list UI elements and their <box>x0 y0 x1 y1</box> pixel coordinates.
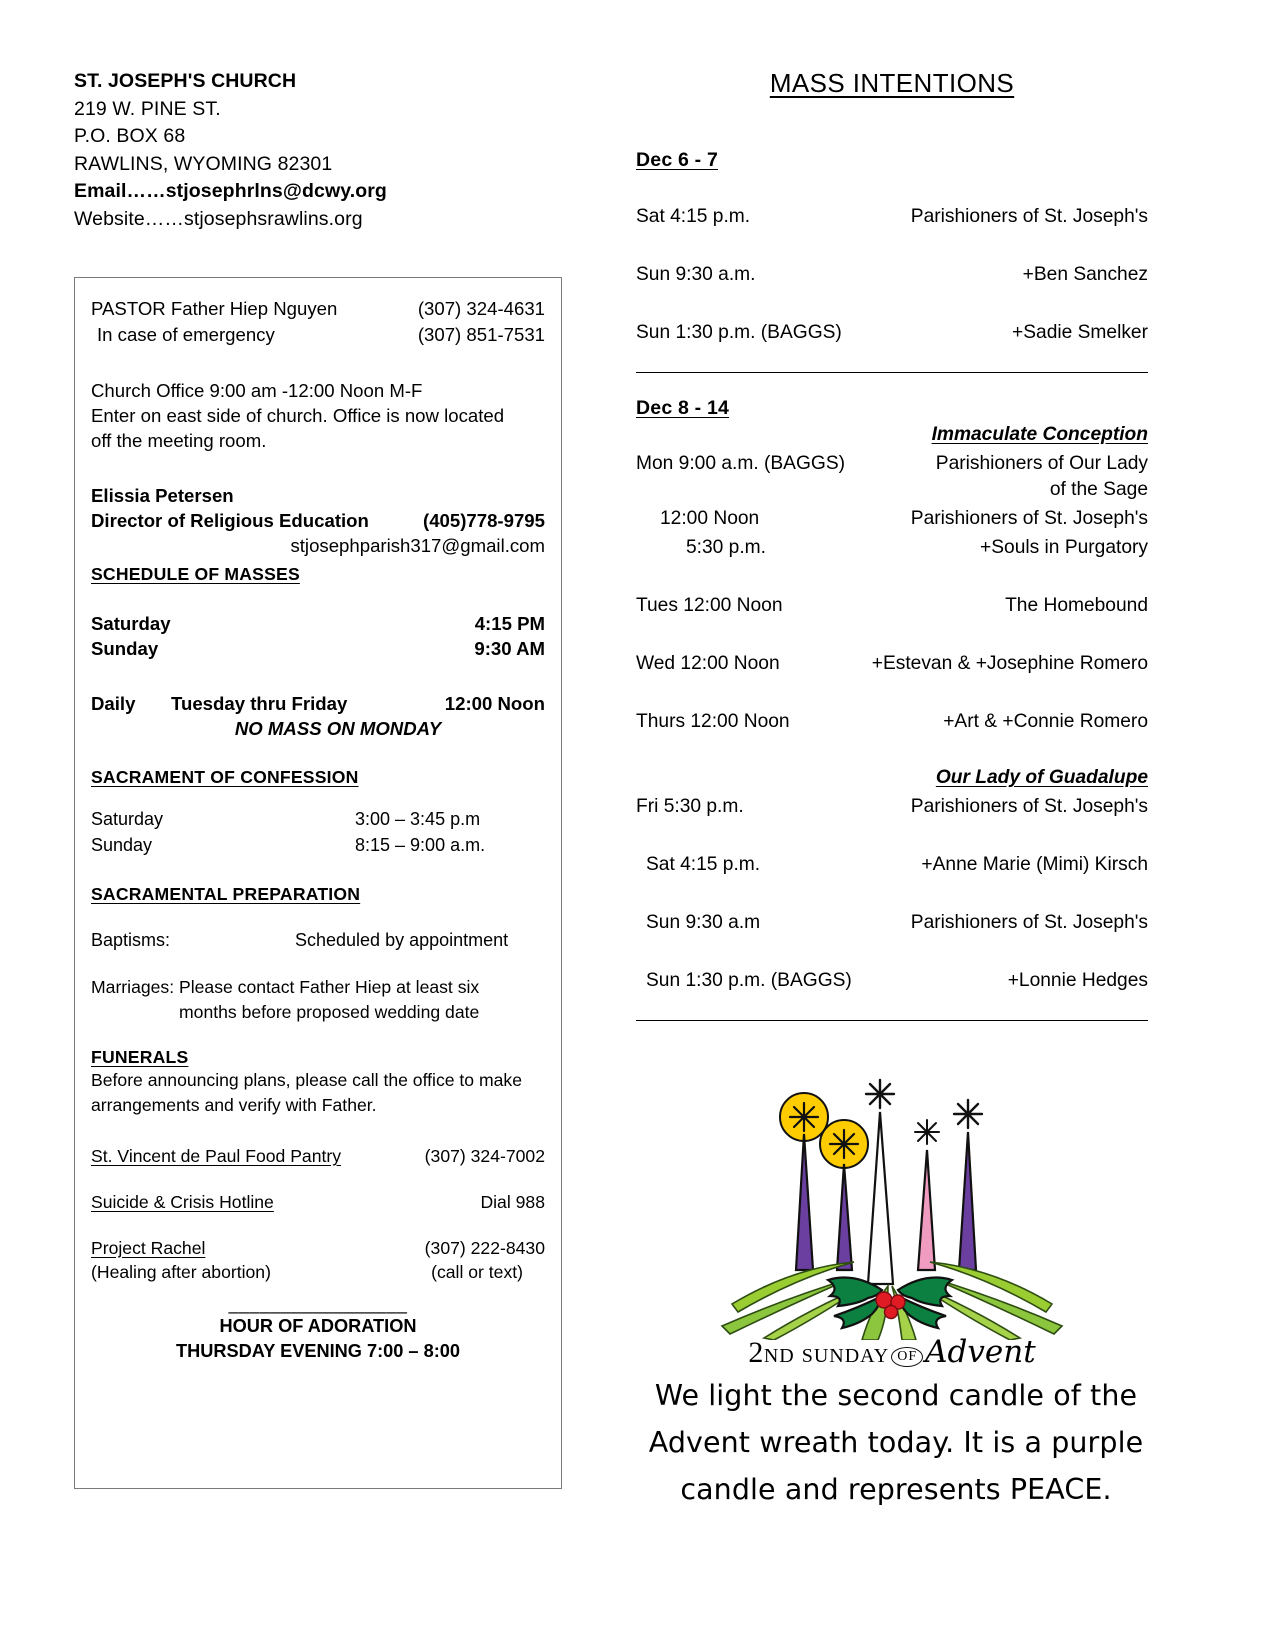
advent-label-advent: Advent <box>925 1334 1036 1370</box>
mass-intention: Parishioners of St. Joseph's <box>910 912 1148 933</box>
advent-sunday-label <box>636 1334 1148 1370</box>
mass-intention-row <box>636 794 1148 820</box>
advent-label-ordinal: ND <box>763 1345 795 1367</box>
mass-intention-row <box>636 910 1148 936</box>
pastor-row <box>91 296 545 322</box>
mass-intention-row <box>636 451 1148 477</box>
mass-intention-row <box>636 593 1148 619</box>
mass-time: Sun 1:30 p.m. (BAGGS) <box>646 970 852 991</box>
daily-mass-row <box>91 691 545 716</box>
sacramental-preparation-heading: SACRAMENTAL PREPARATION <box>91 884 361 904</box>
resource-row-food-pantry <box>91 1144 545 1168</box>
mass-time: Wed 12:00 Noon <box>636 653 780 674</box>
project-rachel-contact-note: (call or text) <box>431 1262 523 1282</box>
candle-purple-1 <box>796 1134 813 1270</box>
funerals-line-1: Before announcing plans, please call the office to make <box>91 1070 523 1090</box>
evergreen-fronds-right <box>920 1262 1062 1340</box>
pastor-phone: (307) 324-4631 <box>417 298 545 319</box>
baptisms-label: Baptisms: <box>91 930 171 950</box>
mass-intention-row <box>636 535 1148 561</box>
mass-intention-row <box>636 506 1148 532</box>
mass-intention: Parishioners of St. Joseph's <box>910 508 1148 529</box>
dre-name: Elissia Petersen <box>91 485 234 506</box>
candle-white-center <box>868 1112 893 1284</box>
confession-row <box>91 832 545 858</box>
mass-intention: +Souls in Purgatory <box>980 537 1148 558</box>
mass-intention-row <box>636 852 1148 878</box>
marriages-line-1: Marriages: Please contact Father Hiep at least six <box>91 977 480 997</box>
advent-wreath-graphic <box>636 1072 1148 1372</box>
mass-intention: +Art & +Connie Romero <box>943 711 1148 732</box>
date-range-heading-1: Dec 6 - 7 <box>636 149 719 171</box>
advent-label-sunday: SUNDAY <box>801 1345 890 1367</box>
star-sparkle-icon <box>954 1100 982 1128</box>
mass-schedule-time: 4:15 PM <box>474 613 545 634</box>
parish-header-block <box>74 68 564 233</box>
office-hours: Church Office 9:00 am -12:00 Noon M-F <box>91 380 423 401</box>
resource-row-project-rachel <box>91 1236 545 1260</box>
mass-time: Sat 4:15 p.m. <box>636 206 751 227</box>
mass-schedule-row <box>91 611 545 636</box>
mass-time: Thurs 12:00 Noon <box>636 711 790 732</box>
resource-row-crisis-hotline <box>91 1190 545 1214</box>
mass-schedule-time: 9:30 AM <box>474 638 545 659</box>
pastor-label: PASTOR Father Hiep Nguyen <box>91 298 338 319</box>
mass-schedule-day: Saturday <box>91 613 171 634</box>
advent-caption-line-2: Advent wreath today. It is a purple <box>648 1426 1144 1459</box>
star-sparkle-icon <box>915 1120 939 1144</box>
mass-intention: Parishioners of St. Joseph's <box>910 206 1148 227</box>
lit-flame-icon <box>780 1093 828 1141</box>
hour-of-adoration-line-1: HOUR OF ADORATION <box>219 1316 417 1336</box>
feast-our-lady-of-guadalupe: Our Lady of Guadalupe <box>935 767 1148 788</box>
candle-purple-4 <box>959 1132 976 1270</box>
mass-intentions-title: MASS INTENTIONS <box>769 68 1015 98</box>
funerals-heading: FUNERALS <box>91 1047 189 1067</box>
mass-intention: The Homebound <box>1005 595 1148 616</box>
project-rachel-subtitle: (Healing after abortion) <box>91 1262 271 1282</box>
mass-time: Mon 9:00 a.m. (BAGGS) <box>636 453 846 474</box>
confession-row <box>91 806 545 832</box>
mass-schedule-day: Sunday <box>91 638 159 659</box>
mass-time: 5:30 p.m. <box>686 537 766 558</box>
advent-caption-line-3: candle and represents PEACE. <box>680 1473 1112 1506</box>
confession-time: 8:15 – 9:00 a.m. <box>355 835 486 855</box>
advent-label-of: OF <box>891 1347 923 1367</box>
daily-label: Daily <box>91 693 136 714</box>
star-sparkle-icon <box>866 1080 894 1108</box>
mass-intention-row <box>636 262 1148 288</box>
mass-intention: +Lonnie Hedges <box>1007 970 1148 991</box>
confession-time: 3:00 – 3:45 p.m <box>355 809 481 829</box>
project-rachel-subtitle-row <box>91 1260 545 1284</box>
mass-intention-row <box>636 320 1148 346</box>
parish-name: ST. JOSEPH'S CHURCH <box>74 70 297 92</box>
mass-intention: Parishioners of Our Lady <box>935 453 1148 474</box>
candle-pink <box>918 1150 935 1270</box>
parish-address-line-3: RAWLINS, WYOMING 82301 <box>74 152 333 175</box>
mass-time: Sun 9:30 a.m. <box>636 264 756 285</box>
mass-intention-continuation: of the Sage <box>1049 479 1148 500</box>
mass-intention: +Ben Sanchez <box>1022 264 1148 285</box>
parish-address-line-1: 219 W. PINE ST. <box>74 97 221 120</box>
mass-intention: Parishioners of St. Joseph's <box>910 796 1148 817</box>
hour-of-adoration-line-2: THURSDAY EVENING 7:00 – 8:00 <box>175 1341 461 1361</box>
mass-intentions-divider-2 <box>636 1020 1148 1021</box>
lit-flame-icon <box>820 1120 868 1168</box>
feast-immaculate-conception: Immaculate Conception <box>931 424 1148 445</box>
daily-time: 12:00 Noon <box>444 693 545 714</box>
mass-time: Tues 12:00 Noon <box>636 595 783 616</box>
mass-time: Sun 1:30 p.m. (BAGGS) <box>636 322 842 343</box>
mass-time: Sat 4:15 p.m. <box>646 854 761 875</box>
advent-wreath-illustration <box>712 1072 1072 1340</box>
mass-time: Fri 5:30 p.m. <box>636 796 744 817</box>
mass-intention: +Anne Marie (Mimi) Kirsch <box>921 854 1148 875</box>
emergency-phone: (307) 851-7531 <box>417 324 545 345</box>
mass-time: Sun 9:30 a.m <box>646 912 761 933</box>
resource-value: (307) 222-8430 <box>424 1238 545 1258</box>
advent-caption-line-1: We light the second candle of the <box>654 1379 1138 1412</box>
dre-title: Director of Religious Education <box>91 510 369 531</box>
schedule-of-masses-heading: SCHEDULE OF MASSES <box>91 564 300 584</box>
resource-name: Suicide & Crisis Hotline <box>91 1192 274 1212</box>
dre-email: stjosephparish317@gmail.com <box>290 535 545 556</box>
candle-purple-2 <box>837 1164 852 1270</box>
mass-schedule-row <box>91 636 545 661</box>
resource-name: Project Rachel <box>91 1238 206 1258</box>
mass-intention: +Estevan & +Josephine Romero <box>871 653 1148 674</box>
no-mass-monday-note: NO MASS ON MONDAY <box>234 718 442 739</box>
emergency-label: In case of emergency <box>97 324 275 345</box>
parish-email: Email……stjosephrlns@dcwy.org <box>74 180 387 202</box>
funerals-line-2: arrangements and verify with Father. <box>91 1095 377 1115</box>
baptisms-value: Scheduled by appointment <box>295 930 509 950</box>
date-range-heading-2: Dec 8 - 14 <box>636 397 730 419</box>
resource-value: (307) 324-7002 <box>424 1146 545 1166</box>
mass-time: 12:00 Noon <box>660 508 760 529</box>
office-note-line-2: off the meeting room. <box>91 430 267 451</box>
resource-value: Dial 988 <box>480 1192 545 1212</box>
baptisms-row <box>91 927 545 953</box>
mass-intention: +Sadie Smelker <box>1012 322 1148 343</box>
advent-caption <box>636 1372 1156 1513</box>
mass-intentions-section <box>636 68 1148 1021</box>
daily-days: Tuesday thru Friday <box>171 693 348 714</box>
confession-day: Saturday <box>91 809 164 829</box>
advent-label-number: 2 <box>748 1336 764 1369</box>
parish-info-box <box>74 277 562 1489</box>
section-divider: _________________ <box>228 1294 408 1314</box>
mass-intention-row <box>636 651 1148 677</box>
office-note-line-1: Enter on east side of church. Office is now located <box>91 405 505 426</box>
dre-title-row <box>91 508 545 533</box>
resource-name: St. Vincent de Paul Food Pantry <box>91 1146 342 1166</box>
parish-address-line-2: P.O. BOX 68 <box>74 125 186 147</box>
mass-intention-row <box>636 204 1148 230</box>
parish-website: Website……stjosephsrawlins.org <box>74 207 363 230</box>
emergency-row <box>91 322 545 348</box>
sacrament-of-confession-heading: SACRAMENT OF CONFESSION <box>91 767 359 787</box>
marriages-line-2: months before proposed wedding date <box>179 1002 480 1022</box>
dre-phone: (405)778-9795 <box>423 510 545 531</box>
confession-day: Sunday <box>91 835 153 855</box>
mass-intention-row <box>636 968 1148 994</box>
mass-intention-row <box>636 709 1148 735</box>
